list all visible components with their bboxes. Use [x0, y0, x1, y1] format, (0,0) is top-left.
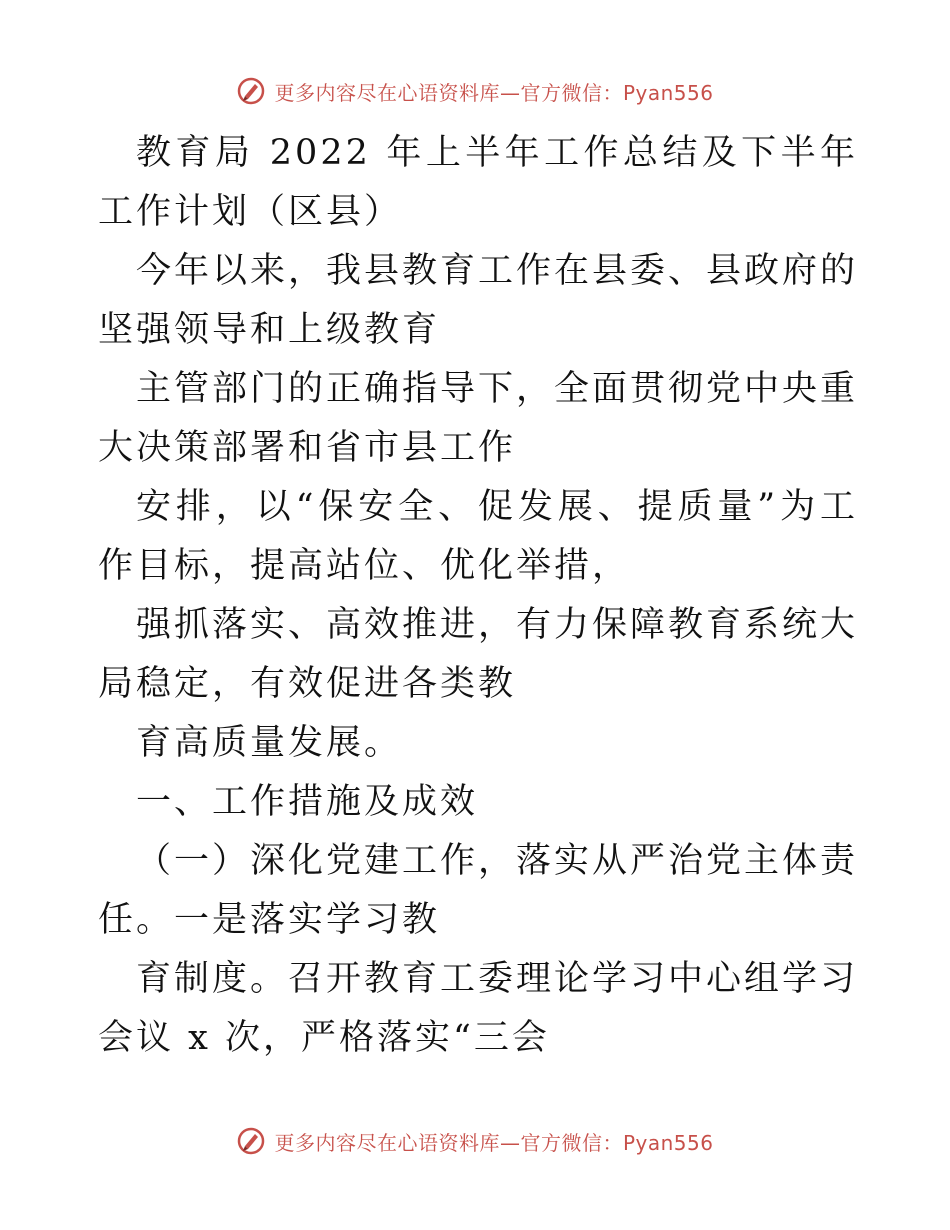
watermark-text: 更多内容尽在心语资料库—官方微信：Pyan556 [274, 1130, 714, 1155]
paragraph: 育高质量发展。 [136, 723, 403, 763]
header-watermark [0, 71, 950, 111]
document-title: 教育局 2022 年上半年工作总结及下半年工作计划（区县） [98, 133, 858, 232]
watermark-text: 更多内容尽在心语资料库—官方微信：Pyan556 [274, 80, 714, 105]
section-heading: 一、工作措施及成效 [136, 782, 479, 822]
footer-watermark [0, 1121, 950, 1161]
paragraph: 今年以来，我县教育工作在县委、县政府的坚强领导和上级教育 [98, 251, 859, 350]
document-body [98, 124, 858, 1068]
pen-logo-icon [236, 76, 266, 106]
paragraph: （一）深化党建工作，落实从严治党主体责任。一是落实学习教 [98, 841, 859, 940]
paragraph: 主管部门的正确指导下，全面贯彻党中央重大决策部署和省市县工作 [98, 369, 859, 468]
paragraph: 强抓落实、高效推进，有力保障教育系统大局稳定，有效促进各类教 [98, 605, 859, 704]
paragraph: 育制度。召开教育工委理论学习中心组学习会议 x 次，严格落实“三会 [98, 959, 859, 1058]
paragraph: 安排，以“保安全、促发展、提质量”为工作目标，提高站位、优化举措， [98, 487, 858, 586]
pen-logo-icon [236, 1126, 266, 1156]
